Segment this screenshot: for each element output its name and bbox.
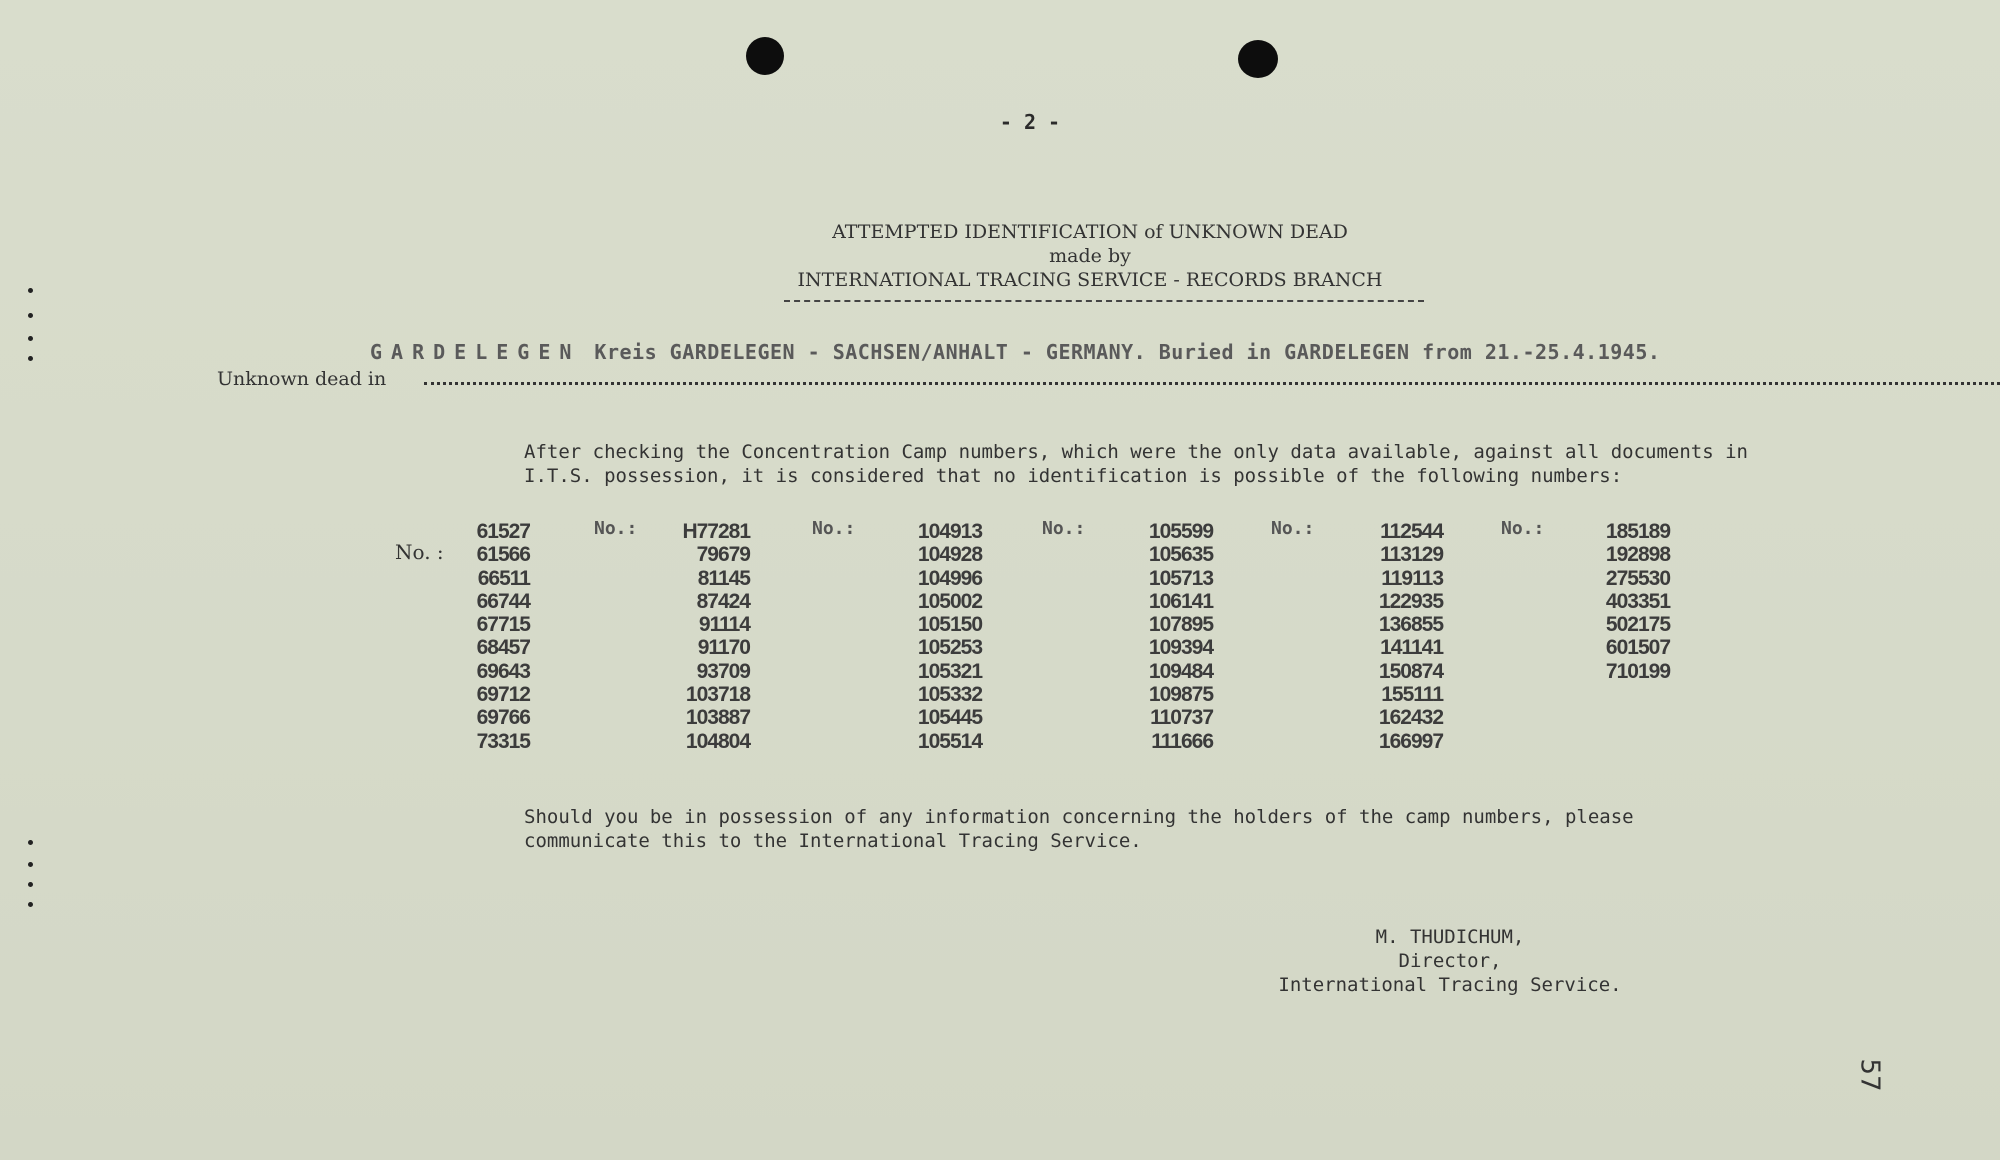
location-place: GARDELEGEN [370,340,581,364]
camp-number: 105599 [1148,520,1213,543]
camp-number: 91170 [697,636,750,660]
camp-number: 69766 [476,706,530,730]
camp-number: 601507 [1605,636,1670,660]
camp-number: 275530 [1605,566,1670,590]
margin-mark [28,356,33,361]
camp-number: 103887 [685,706,750,730]
number-column [640,520,750,753]
intro-paragraph: After checking the Concentration Camp numbers, which were the only data available, against all documents in I.T.S. possession, it is considered that no identification is possible of the following numbers: [524,441,1748,487]
column-label: No.: [1501,518,1545,539]
camp-number: 61566 [476,543,530,567]
camp-number: 155111 [1381,683,1443,707]
camp-number: 104804 [685,729,750,753]
camp-number: 107895 [1148,613,1213,637]
column-label: No.: [594,518,638,539]
camp-number: 81145 [697,566,750,590]
camp-number: 109875 [1148,683,1213,707]
camp-number: 136855 [1378,613,1443,637]
page-mark: 57 [1854,1058,1885,1092]
camp-number: 68457 [476,636,530,660]
camp-number: 113129 [1380,543,1443,567]
camp-number: 105002 [917,589,982,613]
margin-mark [28,862,33,867]
camp-number: 66511 [477,566,530,590]
title-line-1: ATTEMPTED IDENTIFICATION of UNKNOWN DEAD [832,221,1348,243]
camp-number: 105713 [1148,566,1213,590]
title-line-3: INTERNATIONAL TRACING SERVICE - RECORDS BRANCH [797,269,1383,291]
camp-number: 91114 [698,613,750,637]
camp-number: 403351 [1605,589,1670,613]
camp-number: 150874 [1378,659,1443,683]
camp-number: 105445 [917,706,982,730]
camp-number: 710199 [1605,659,1670,683]
page-number: - 2 - [999,110,1061,134]
camp-number: 166997 [1378,729,1443,753]
document-title [700,220,1480,292]
signature-title: Director, [1398,950,1502,972]
camp-number: 67715 [476,613,530,637]
dotted-fill-line [424,382,2000,385]
camp-number: 104913 [917,520,982,543]
camp-number: 119113 [1381,566,1443,590]
camp-number: 104996 [917,566,982,590]
camp-number: 69643 [476,659,530,683]
signature-block [1250,925,1650,997]
camp-number: 192898 [1605,543,1670,567]
location-details: Kreis GARDELEGEN - SACHSEN/ANHALT - GERMANY. Buried in GARDELEGEN from 21.-25.4.1945. [594,340,1661,364]
signature-organization: International Tracing Service. [1278,974,1622,996]
outro-paragraph: Should you be in possession of any information concerning the holders of the camp numbers, please communicate this to the International Tracing Service. [524,806,1634,852]
margin-mark [28,313,33,318]
camp-number: 110737 [1150,706,1213,730]
camp-number: 105514 [917,729,982,753]
camp-number: 87424 [696,589,750,613]
column-label: No.: [812,518,856,539]
number-column [1333,520,1443,753]
camp-number: 162432 [1378,706,1443,730]
number-column [1560,520,1670,683]
camp-number: 105321 [917,659,982,683]
camp-number: 105253 [917,636,982,660]
column-label: No.: [1271,518,1315,539]
camp-number: 105635 [1148,543,1213,567]
camp-number: 111666 [1151,729,1213,753]
punch-hole-right [1238,40,1278,78]
camp-number: 109394 [1148,636,1213,660]
unknown-dead-label: Unknown dead in [217,368,387,390]
camp-number: 93709 [696,659,750,683]
camp-number: 105150 [917,613,982,637]
margin-mark [28,902,33,907]
camp-number: 73315 [476,729,530,753]
title-line-2: made by [1049,245,1131,267]
column-label: No.: [1042,518,1086,539]
camp-number: 185189 [1605,520,1670,543]
camp-number: 61527 [476,520,530,543]
camp-number: 141141 [1380,636,1443,660]
camp-number: 103718 [685,683,750,707]
number-column [420,520,530,753]
number-column [1103,520,1213,753]
title-underline [784,300,1424,302]
number-column [872,520,982,753]
camp-number: 105332 [917,683,982,707]
camp-number: 66744 [476,589,530,613]
punch-hole-left [746,37,784,75]
margin-mark [28,336,33,341]
camp-number: 122935 [1378,589,1443,613]
margin-mark [28,288,33,293]
camp-number: 112544 [1380,520,1443,543]
margin-mark [28,840,33,845]
camp-number: 104928 [917,543,982,567]
no-label: No. : [395,540,444,564]
camp-number: 79679 [696,543,750,567]
camp-number: 502175 [1605,613,1670,637]
camp-number: 106141 [1148,589,1213,613]
location-stamp [370,340,1660,364]
camp-number: 109484 [1148,659,1213,683]
camp-number: H77281 [682,520,750,543]
margin-mark [28,882,33,887]
signature-name: M. THUDICHUM, [1375,926,1525,948]
camp-number: 69712 [476,683,530,707]
